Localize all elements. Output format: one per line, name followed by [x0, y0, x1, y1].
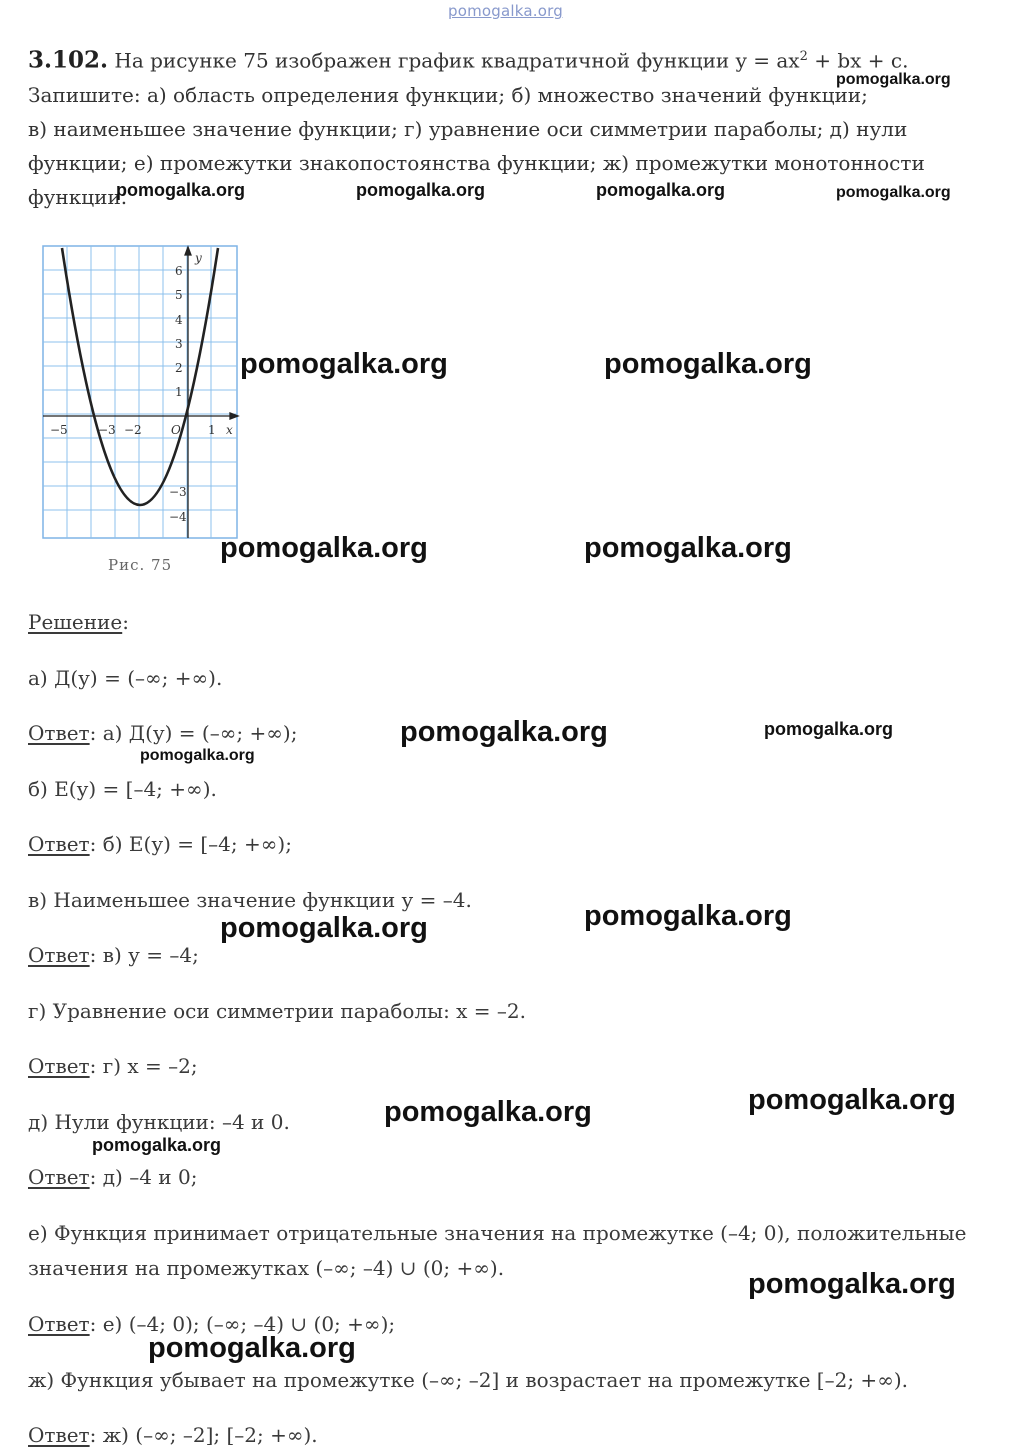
watermark: pomogalka.org — [116, 180, 246, 200]
y-tick-1: 1 — [175, 385, 183, 399]
solution-header — [28, 610, 129, 634]
y-tick-4: 4 — [175, 313, 183, 327]
item-g: г) Уравнение оси симметрии параболы: х = –2. — [28, 999, 527, 1023]
answer-label: Ответ — [28, 1054, 90, 1078]
answer-label: Ответ — [28, 943, 90, 967]
answer-e-text: : е) (–4; 0); (–∞; –4) ∪ (0; +∞); — [89, 1312, 396, 1336]
answer-label: Ответ — [28, 1312, 90, 1336]
task-line-1-end: + bx + c. — [807, 48, 909, 73]
item-v: в) Наименьшее значение функции у = –4. — [28, 888, 472, 912]
watermark: pomogalka.org — [764, 719, 894, 739]
solution-header-word: Решение — [28, 610, 123, 634]
answer-g-text: : г) х = –2; — [89, 1054, 198, 1078]
watermark: pomogalka.org — [400, 716, 608, 748]
item-a: а) Д(у) = (–∞; +∞). — [28, 666, 223, 690]
watermark: pomogalka.org — [148, 1332, 356, 1364]
answer-zh-text: : ж) (–∞; –2]; [–2; +∞). — [89, 1423, 318, 1447]
answer-label: Ответ — [28, 1165, 90, 1189]
x-tick-minus5: −5 — [50, 423, 68, 437]
x-tick-minus3: −3 — [98, 423, 116, 437]
power-superscript: 2 — [799, 49, 808, 64]
y-tick-3: 3 — [175, 337, 183, 351]
answer-b-text: : б) Е(у) = [–4; +∞); — [89, 832, 292, 856]
y-axis-label: y — [195, 251, 202, 265]
answer-label: Ответ — [28, 721, 90, 745]
task-line-1 — [28, 40, 908, 78]
task-line-4: функции; е) промежутки знакопостоянства функции; ж) промежутки монотонности — [28, 151, 925, 175]
answer-v-text: : в) у = –4; — [89, 943, 199, 967]
watermark: pomogalka.org — [92, 1135, 222, 1155]
watermark: pomogalka.org — [220, 532, 428, 564]
answer-d-text: : д) –4 и 0; — [89, 1165, 198, 1189]
graph-frame — [43, 246, 237, 538]
x-tick-1: 1 — [208, 423, 216, 437]
watermark: pomogalka.org — [584, 900, 792, 932]
task-line-5: функции. — [28, 185, 128, 209]
origin-label: O — [171, 423, 181, 437]
task-line-1-text: На рисунке 75 изображен график квадратичной функции y = ax — [108, 48, 800, 73]
answer-g — [28, 1054, 198, 1078]
y-tick-5: 5 — [175, 288, 183, 302]
watermark: pomogalka.org — [240, 348, 448, 380]
answer-label: Ответ — [28, 1423, 90, 1447]
answer-b — [28, 832, 292, 856]
watermark: pomogalka.org — [596, 180, 726, 200]
watermark: pomogalka.org — [384, 1096, 592, 1128]
item-d: д) Нули функции: –4 и 0. — [28, 1110, 290, 1134]
parabola-graph — [38, 243, 242, 543]
task-number: 3.102. — [28, 46, 109, 74]
task-line-2: Запишите: а) область определения функции; б) множество значений функции; — [28, 83, 868, 107]
x-axis-label: x — [226, 423, 233, 437]
y-tick-minus4: −4 — [169, 510, 187, 524]
watermark: pomogalka.org — [356, 180, 486, 200]
y-tick-minus3: −3 — [169, 485, 187, 499]
item-e-line2: значения на промежутках (–∞; –4) ∪ (0; +∞). — [28, 1256, 505, 1280]
y-tick-6: 6 — [175, 264, 183, 278]
item-b: б) Е(у) = [–4; +∞). — [28, 777, 217, 801]
y-tick-2: 2 — [175, 361, 183, 375]
item-zh: ж) Функция убывает на промежутке (–∞; –2] и возрастает на промежутке [–2; +∞). — [28, 1368, 909, 1392]
top-watermark-link[interactable]: pomogalka.org — [448, 2, 563, 20]
answer-v — [28, 943, 199, 967]
item-e-line1: е) Функция принимает отрицательные значения на промежутке (–4; 0), положительные — [28, 1221, 967, 1245]
watermark: pomogalka.org — [748, 1084, 956, 1116]
watermark: pomogalka.org — [836, 71, 951, 88]
watermark: pomogalka.org — [584, 532, 792, 564]
answer-a-text: : а) Д(у) = (–∞; +∞); — [89, 721, 298, 745]
figure-caption: Рис. 75 — [108, 556, 173, 574]
x-tick-minus2: −2 — [124, 423, 142, 437]
watermark: pomogalka.org — [604, 348, 812, 380]
watermark: pomogalka.org — [220, 912, 428, 944]
answer-d — [28, 1165, 197, 1189]
answer-label: Ответ — [28, 832, 90, 856]
watermark: pomogalka.org — [140, 747, 255, 764]
watermark: pomogalka.org — [748, 1268, 956, 1300]
watermark: pomogalka.org — [836, 184, 951, 201]
answer-a — [28, 721, 297, 745]
task-line-3: в) наименьшее значение функции; г) уравнение оси симметрии параболы; д) нули — [28, 117, 908, 141]
solution-header-colon: : — [122, 610, 129, 634]
answer-zh — [28, 1423, 318, 1447]
